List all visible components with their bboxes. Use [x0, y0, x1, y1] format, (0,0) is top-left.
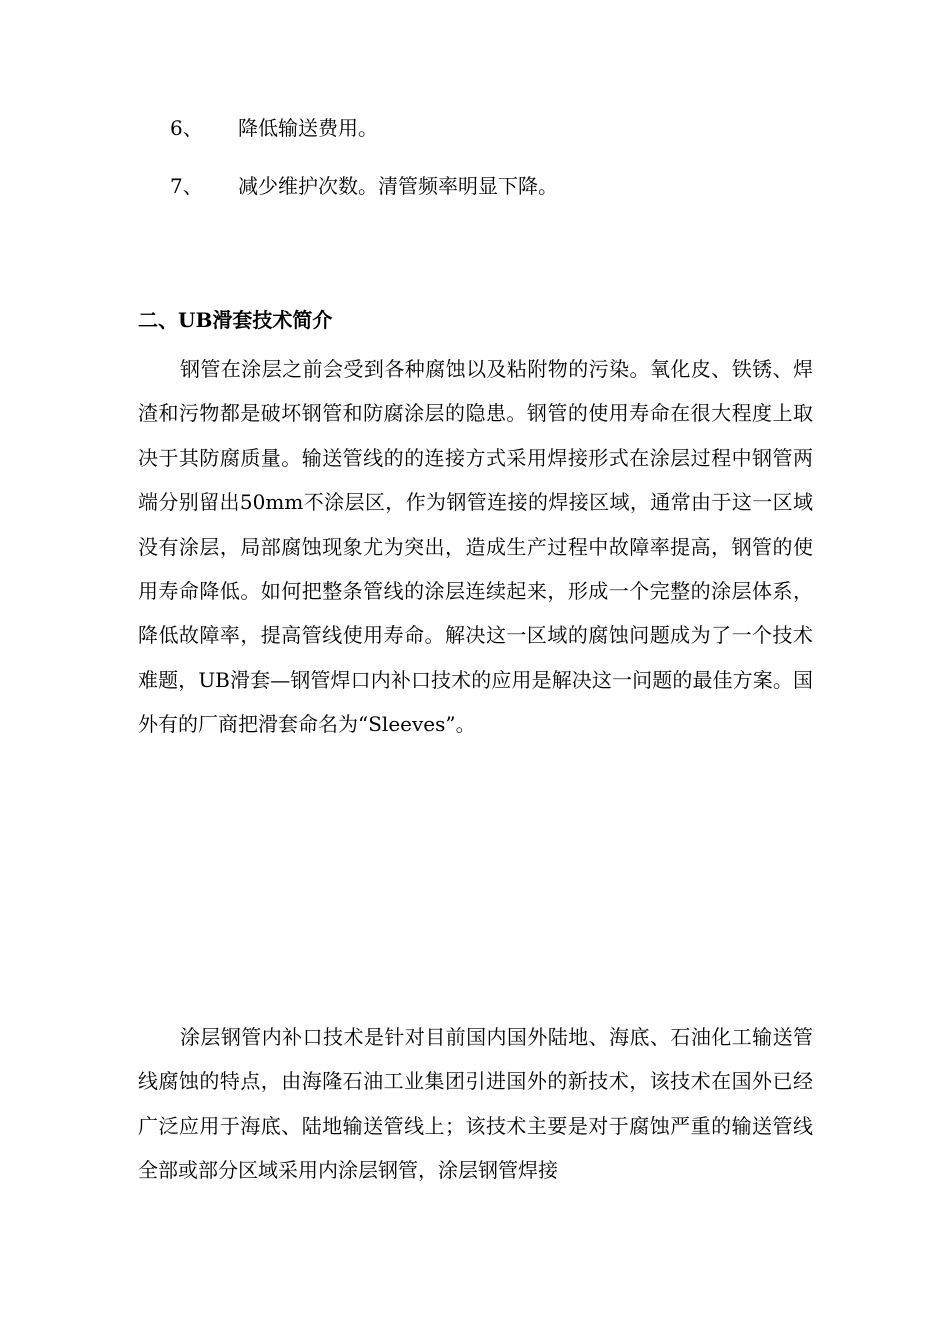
paragraph-intro: 钢管在涂层之前会受到各种腐蚀以及粘附物的污染。氧化皮、铁锈、焊渣和污物都是破坏钢管和防腐涂层的隐患。钢管的使用寿命在很大程度上取决于其防腐质量。输送管线的的连接方式采用焊接形式在涂层过程中钢管两端分别留出50mm不涂层区，作为钢管连接的焊接区域，通常由于这一区域没有涂层，局部腐蚀现象尤为突出，造成生产过程中故障率提高，钢管的使用寿命降低。如何把整条管线的涂层连续起来，形成一个完整的涂层体系，降低故障率，提高管线使用寿命。解决这一区域的腐蚀问题成为了一个技术难题，UB滑套—钢管焊口内补口技术的应用是解决这一问题的最佳方案。国外有的厂商把滑套命名为“Sleeves”。 [138, 357, 813, 737]
list-item-6 [170, 114, 378, 142]
section-heading: 二、UB滑套技术简介 [138, 308, 333, 332]
list-item-text: 减少维护次数。清管频率明显下降。 [238, 174, 558, 198]
list-item-text: 降低输送费用。 [238, 116, 378, 140]
paragraph-technology: 涂层钢管内补口技术是针对目前国内国外陆地、海底、石油化工输送管线腐蚀的特点，由海隆石油工业集团引进国外的新技术，该技术在国外已经广泛应用于海底、陆地输送管线上；该技术主要是对于腐蚀严重的输送管线全部或部分区域采用内涂层钢管，涂层钢管焊接 [138, 1025, 813, 1183]
list-item-7 [170, 172, 558, 200]
list-item-number: 7、 [170, 174, 203, 198]
list-item-number: 6、 [170, 116, 203, 140]
